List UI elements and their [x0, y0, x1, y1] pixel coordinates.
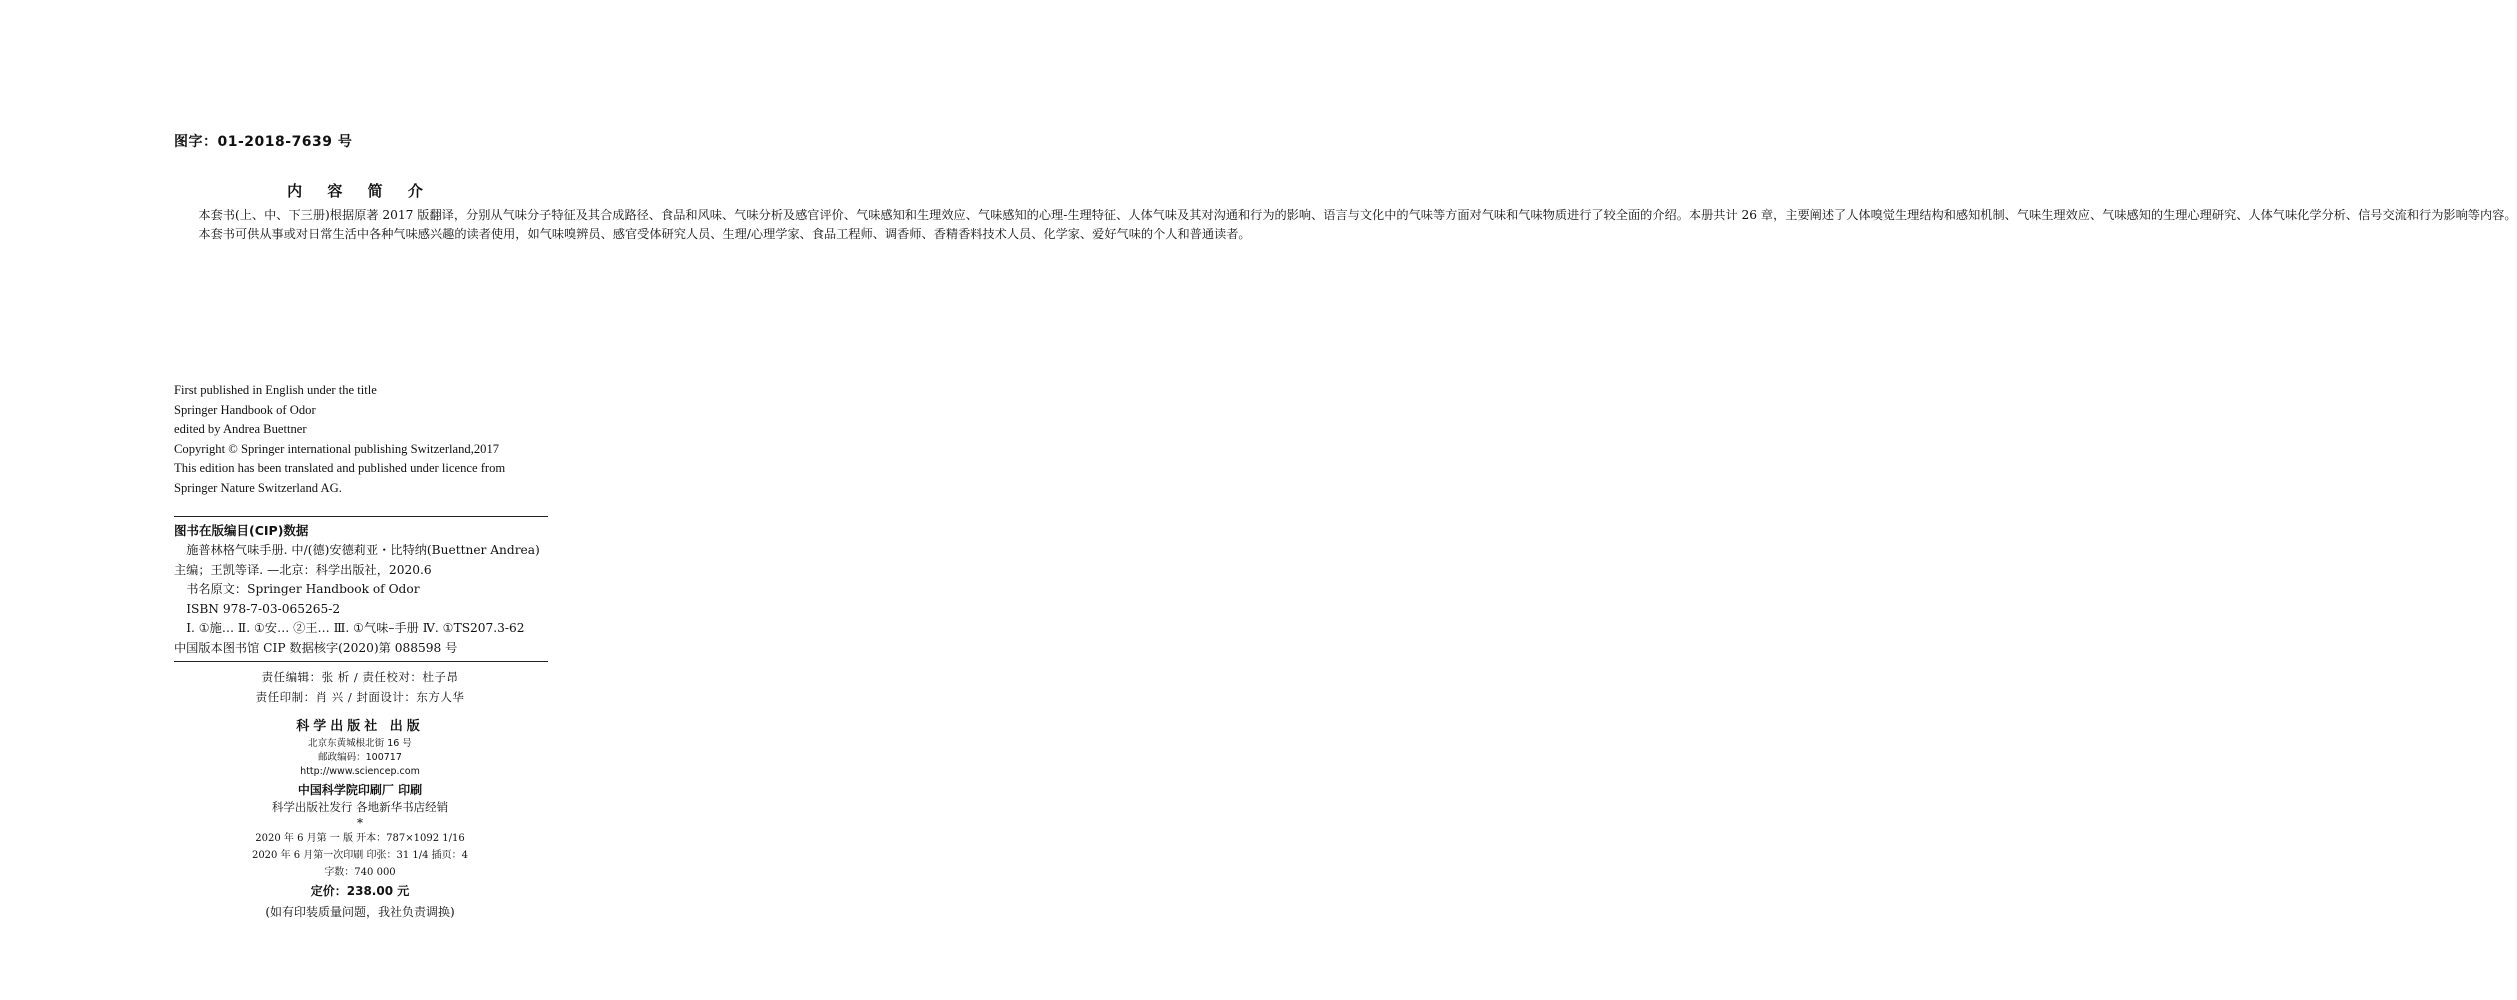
imprint-block: [0, 717, 720, 923]
registration-number: 图字：01-2018-7639 号: [174, 134, 353, 150]
distribution: 科学出版社发行 各地新华书店经销: [271, 800, 449, 814]
publisher-name: 科学出版社 出版: [296, 719, 424, 734]
cip-subjects: Ⅰ. ①施… Ⅱ. ①安… ②王… Ⅲ. ①气味–手册 Ⅳ. ①TS207.3-62: [186, 621, 525, 635]
printing-info: 2020 年 6 月第一次印刷 印张：31 1/4 插页：4: [251, 850, 469, 861]
word-count: 字数：740 000: [324, 867, 396, 878]
printer-name: 中国科学院印刷厂 印刷: [297, 783, 423, 797]
cip-catalog-entry: 施普林格气味手册. 中/(德)安德莉亚・比特纳(Buettner Andrea)主编；王凯等译. —北京：科学出版社，2020.6: [174, 543, 540, 577]
cip-record-number: 中国版本图书馆 CIP 数据核字(2020)第 088598 号: [174, 640, 458, 655]
english-credit-line: First published in English under the title: [174, 383, 377, 397]
english-credits: [174, 381, 505, 498]
cip-bottom-rule: [174, 661, 548, 662]
quality-notice: (如有印装质量问题，我社负责调换): [265, 905, 455, 919]
editorial-credits: [0, 667, 720, 707]
website: http://www.sciencep.com: [300, 766, 420, 777]
intro-title: 内 容 简 介: [287, 182, 433, 200]
cip-heading: 图书在版编目(CIP)数据: [174, 523, 309, 538]
english-credit-line: Springer Nature Switzerland AG.: [174, 480, 342, 495]
publisher-address: 北京东黄城根北街 16 号: [308, 738, 412, 749]
cip-top-rule: [174, 516, 548, 517]
english-credit-line: Copyright © Springer international publishing Switzerland,2017: [174, 441, 500, 456]
editorial-credit-line: 责任编辑：张 析 / 责任校对：杜子昂: [261, 670, 459, 684]
edition-info: 2020 年 6 月第 一 版 开本：787×1092 1/16: [255, 833, 465, 844]
intro-paragraph: 本套书可供从事或对日常生活中各种气味感兴趣的读者使用，如气味嗅辨员、感官受体研究人员、生理/心理学家、食品工程师、调香师、香精香料技术人员、化学家、爱好气味的个人和普通读者。: [198, 227, 1251, 241]
intro-body: [174, 206, 2517, 244]
separator-star: *: [357, 816, 363, 830]
cip-isbn: ISBN 978-7-03-065265-2: [186, 601, 341, 616]
english-credit-line: Springer Handbook of Odor: [174, 402, 316, 417]
price: 定价：238.00 元: [310, 884, 410, 898]
cip-block: [174, 541, 550, 658]
english-credit-line: edited by Andrea Buettner: [174, 422, 307, 436]
postcode: 邮政编码：100717: [318, 752, 402, 763]
cip-original-title: 书名原文：Springer Handbook of Odor: [186, 582, 420, 596]
intro-paragraph: 本套书(上、中、下三册)根据原著 2017 版翻译，分别从气味分子特征及其合成路径、食品和风味、气味分析及感官评价、气味感知和生理效应、气味感知的心理-生理特征、人体气味及其对沟通和行为的影响、语言与文化中的气味等方面对气味和气味物质进行了较全面的介绍。本册共计 26 章，主要阐述了人体嗅觉生理结构和感知机制、气味生理效应、气味感知的生理心理研究、人体气味化学分析、信号交流和行为影响等内容。: [198, 208, 2517, 222]
editorial-credit-line: 责任印制：肖 兴 / 封面设计：东方人华: [255, 690, 465, 704]
english-credit-line: This edition has been translated and published under licence from: [174, 461, 506, 475]
